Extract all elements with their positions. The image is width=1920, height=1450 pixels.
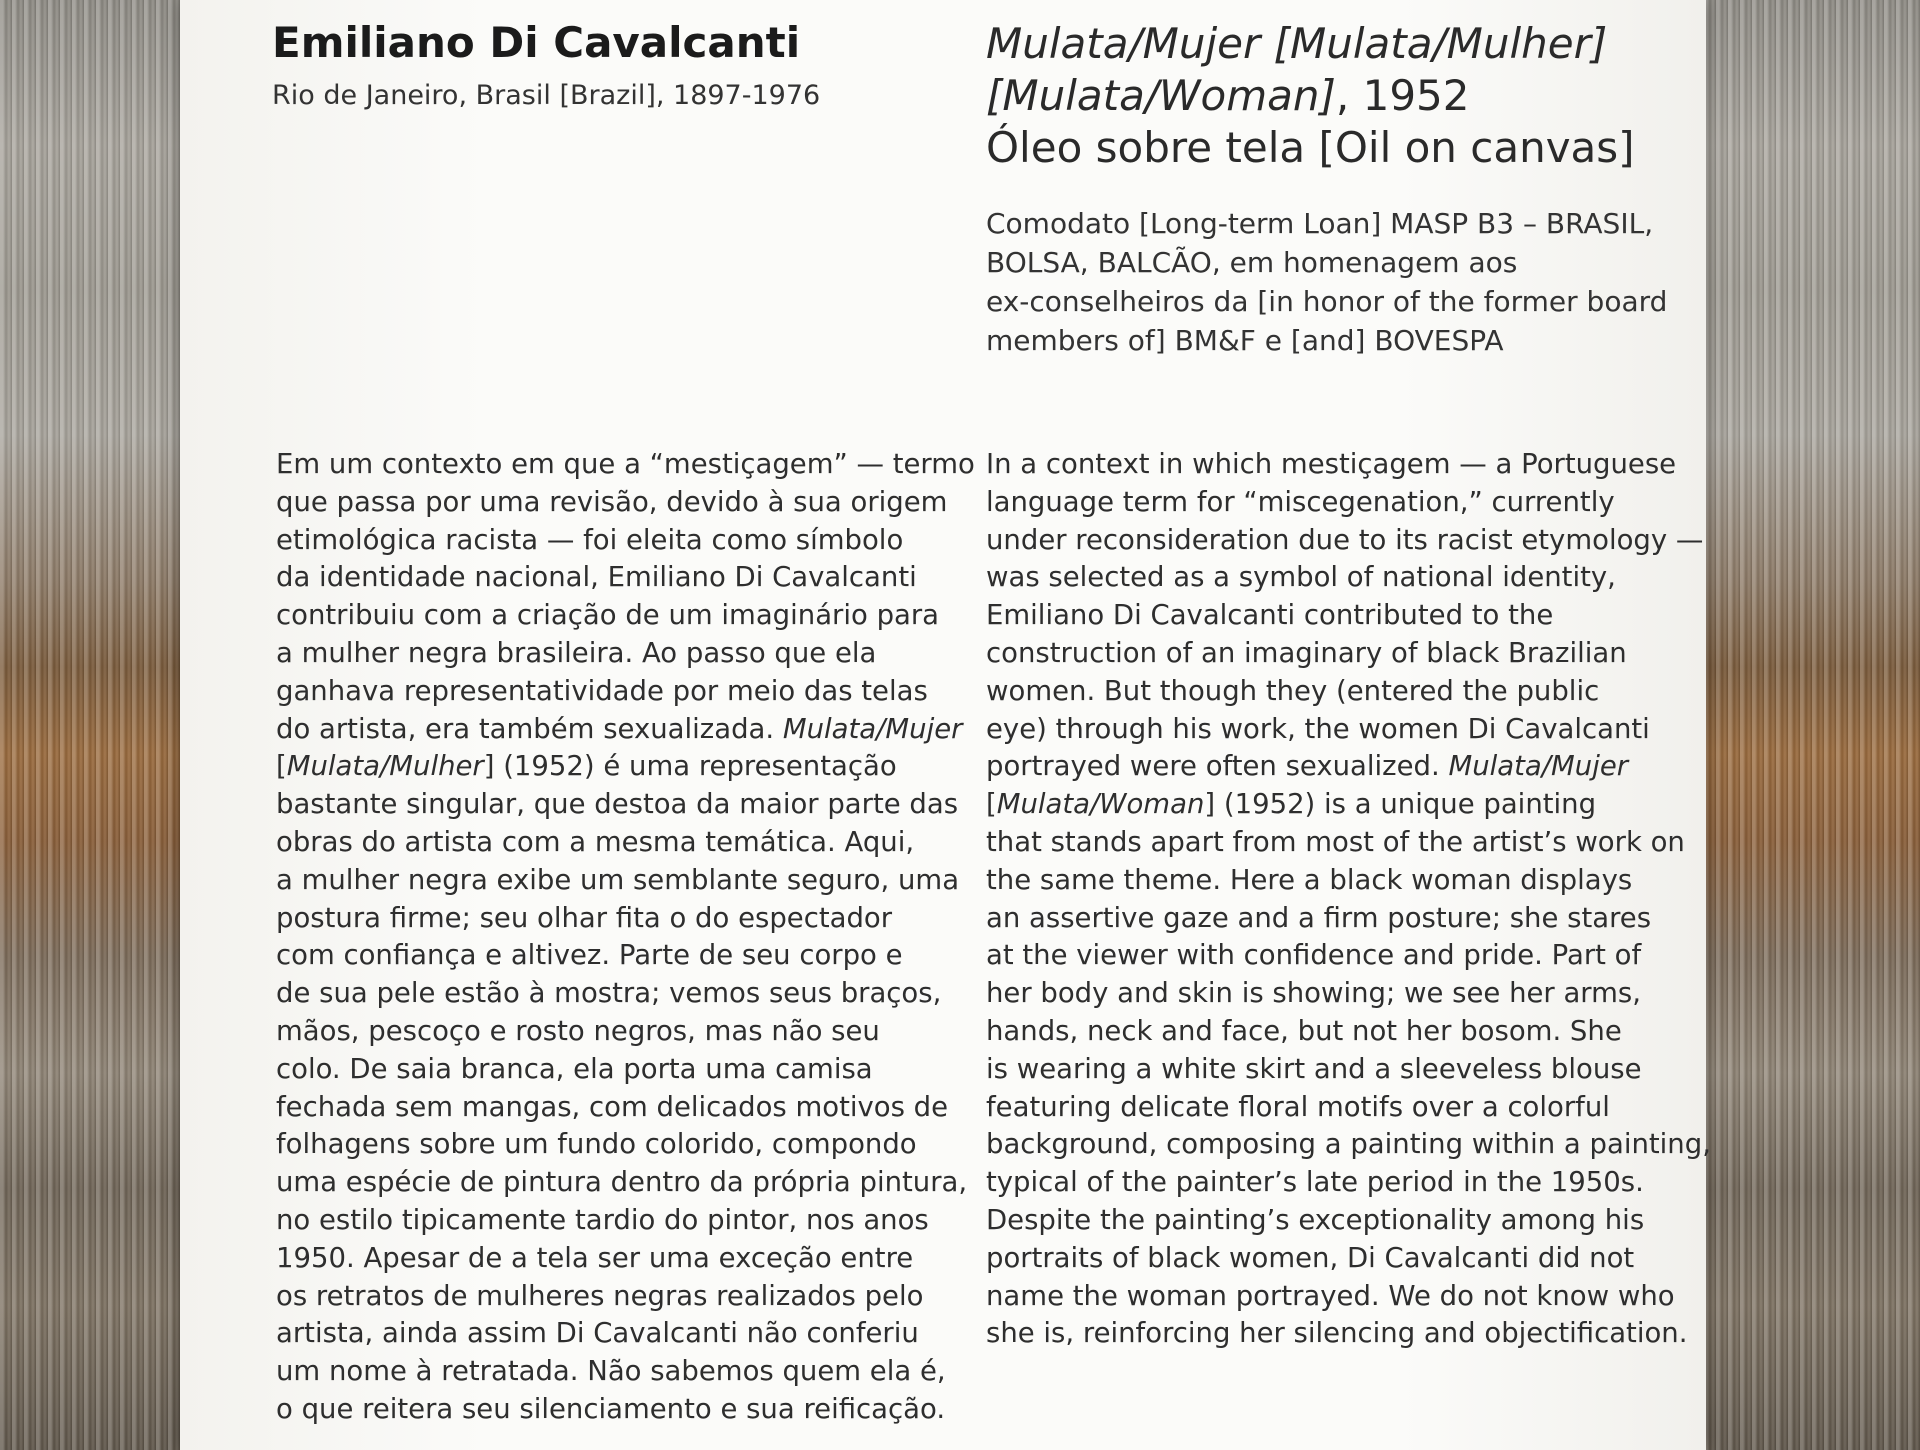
- credit-line: members of] BM&F e [and] BOVESPA: [986, 324, 1504, 357]
- artist-origin: Rio de Janeiro, Brasil [Brazil], 1897-1976: [272, 80, 821, 111]
- text-line: the same theme. Here a black woman displays: [986, 863, 1633, 896]
- text-line: Despite the painting’s exceptionality among his: [986, 1203, 1645, 1236]
- text-line: da identidade nacional, Emiliano Di Cavalcanti: [276, 561, 917, 594]
- text-line: a mulher negra exibe um semblante seguro, uma: [276, 863, 960, 896]
- italic-title: Mulata/Mulher: [286, 750, 484, 783]
- text-line: [986, 786, 1626, 824]
- text-segment: ] (1952) is a unique painting: [1204, 788, 1597, 821]
- work-year: , 1952: [1335, 71, 1470, 120]
- text-line: hands, neck and face, but not her bosom. She: [986, 1014, 1622, 1047]
- text-line: os retratos de mulheres negras realizados pelo: [276, 1279, 924, 1312]
- text-segment: ] (1952) é uma representação: [483, 750, 897, 783]
- text-line: featuring delicate floral motifs over a colorful: [986, 1090, 1610, 1123]
- text-line: postura firme; seu olhar fita o do espectador: [276, 901, 893, 934]
- text-line: Emiliano Di Cavalcanti contributed to the: [986, 599, 1554, 632]
- text-line: uma espécie de pintura dentro da própria pintura,: [276, 1166, 968, 1199]
- fluted-glass-wall-right: [1730, 0, 1920, 1450]
- text-line: um nome à retratada. Não sabemos quem ela é,: [276, 1355, 946, 1388]
- text-line: [986, 748, 1629, 786]
- text-line: portraits of black women, Di Cavalcanti did not: [986, 1241, 1635, 1274]
- text-line: 1950. Apesar de a tela ser uma exceção entre: [276, 1241, 914, 1274]
- text-line: background, composing a painting within a painting,: [986, 1128, 1711, 1161]
- text-line: a mulher negra brasileira. Ao passo que ela: [276, 636, 877, 669]
- text-line: her body and skin is showing; we see her arms,: [986, 977, 1641, 1010]
- italic-title: Mulata/Mujer: [782, 712, 963, 745]
- text-line: ganhava representatividade por meio das telas: [276, 674, 928, 707]
- text-line: was selected as a symbol of national identity,: [986, 561, 1616, 594]
- text-line: typical of the painter’s late period in the 1950s.: [986, 1166, 1644, 1199]
- text-line: bastante singular, que destoa da maior parte das: [276, 788, 959, 821]
- text-line: etimológica racista — foi eleita como símbolo: [276, 523, 904, 556]
- text-segment: [: [986, 788, 997, 821]
- text-line: com confiança e altivez. Parte de seu corpo e: [276, 939, 903, 972]
- english-text: [986, 446, 1711, 1353]
- text-line: no estilo tipicamente tardio do pintor, nos anos: [276, 1203, 929, 1236]
- work-info: [986, 18, 1666, 360]
- text-line: language term for “miscegenation,” currently: [986, 485, 1615, 518]
- text-line: women. But though they (entered the public: [986, 674, 1600, 707]
- text-line: she is, reinforcing her silencing and objectification.: [986, 1317, 1688, 1350]
- text-line: artista, ainda assim Di Cavalcanti não conferiu: [276, 1317, 919, 1350]
- text-line: construction of an imaginary of black Brazilian: [986, 636, 1627, 669]
- work-credit: [986, 204, 1668, 360]
- text-line: fechada sem mangas, com delicados motivos de: [276, 1090, 949, 1123]
- italic-title: Mulata/Mujer: [1448, 750, 1629, 783]
- text-line: under reconsideration due to its racist etymology —: [986, 523, 1704, 556]
- text-segment: portrayed were often sexualized.: [986, 750, 1449, 783]
- text-line: name the woman portrayed. We do not know who: [986, 1279, 1675, 1312]
- work-title-line1: Mulata/Mujer [Mulata/Mulher]: [986, 19, 1608, 68]
- text-line: obras do artista com a mesma temática. Aqui,: [276, 825, 915, 858]
- artist-name: Emiliano Di Cavalcanti: [272, 18, 801, 67]
- text-line: contribuiu com a criação de um imaginário para: [276, 599, 940, 632]
- text-line: de sua pele estão à mostra; vemos seus braços,: [276, 977, 942, 1010]
- text-line: is wearing a white skirt and a sleeveless blouse: [986, 1052, 1642, 1085]
- text-line: that stands apart from most of the artist’s work on: [986, 825, 1685, 858]
- text-line: colo. De saia branca, ela porta uma camisa: [276, 1052, 873, 1085]
- work-title-english: [Mulata/Woman]: [986, 71, 1336, 120]
- credit-line: ex-conselheiros da [in honor of the former board: [986, 285, 1668, 318]
- work-title: [986, 18, 1666, 122]
- text-line: at the viewer with confidence and pride. Part of: [986, 939, 1642, 972]
- text-line: [276, 748, 916, 786]
- text-line: [276, 711, 963, 749]
- text-line: folhagens sobre um fundo colorido, compondo: [276, 1128, 917, 1161]
- credit-line: Comodato [Long-term Loan] MASP B3 – BRASIL,: [986, 207, 1654, 240]
- text-line: an assertive gaze and a firm posture; she stares: [986, 901, 1652, 934]
- italic-title: Mulata/Woman: [996, 788, 1205, 821]
- text-line: Em um contexto em que a “mestiçagem” — termo: [276, 448, 975, 480]
- text-line: eye) through his work, the women Di Cavalcanti: [986, 712, 1650, 745]
- text-line: mãos, pescoço e rosto negros, mas não seu: [276, 1014, 880, 1047]
- text-line: que passa por uma revisão, devido à sua origem: [276, 485, 948, 518]
- text-line: In a context in which mestiçagem — a Portuguese: [986, 448, 1677, 480]
- text-segment: do artista, era também sexualizada.: [276, 712, 783, 745]
- credit-line: BOLSA, BALCÃO, em homenagem aos: [986, 246, 1518, 279]
- work-medium: Óleo sobre tela [Oil on canvas]: [986, 123, 1635, 172]
- fluted-glass-wall-left: [0, 0, 180, 1450]
- text-line: o que reitera seu silenciamento e sua reificação.: [276, 1392, 946, 1425]
- text-segment: [: [276, 750, 287, 783]
- museum-wall-label: [180, 0, 1711, 1450]
- portuguese-text: [276, 446, 975, 1429]
